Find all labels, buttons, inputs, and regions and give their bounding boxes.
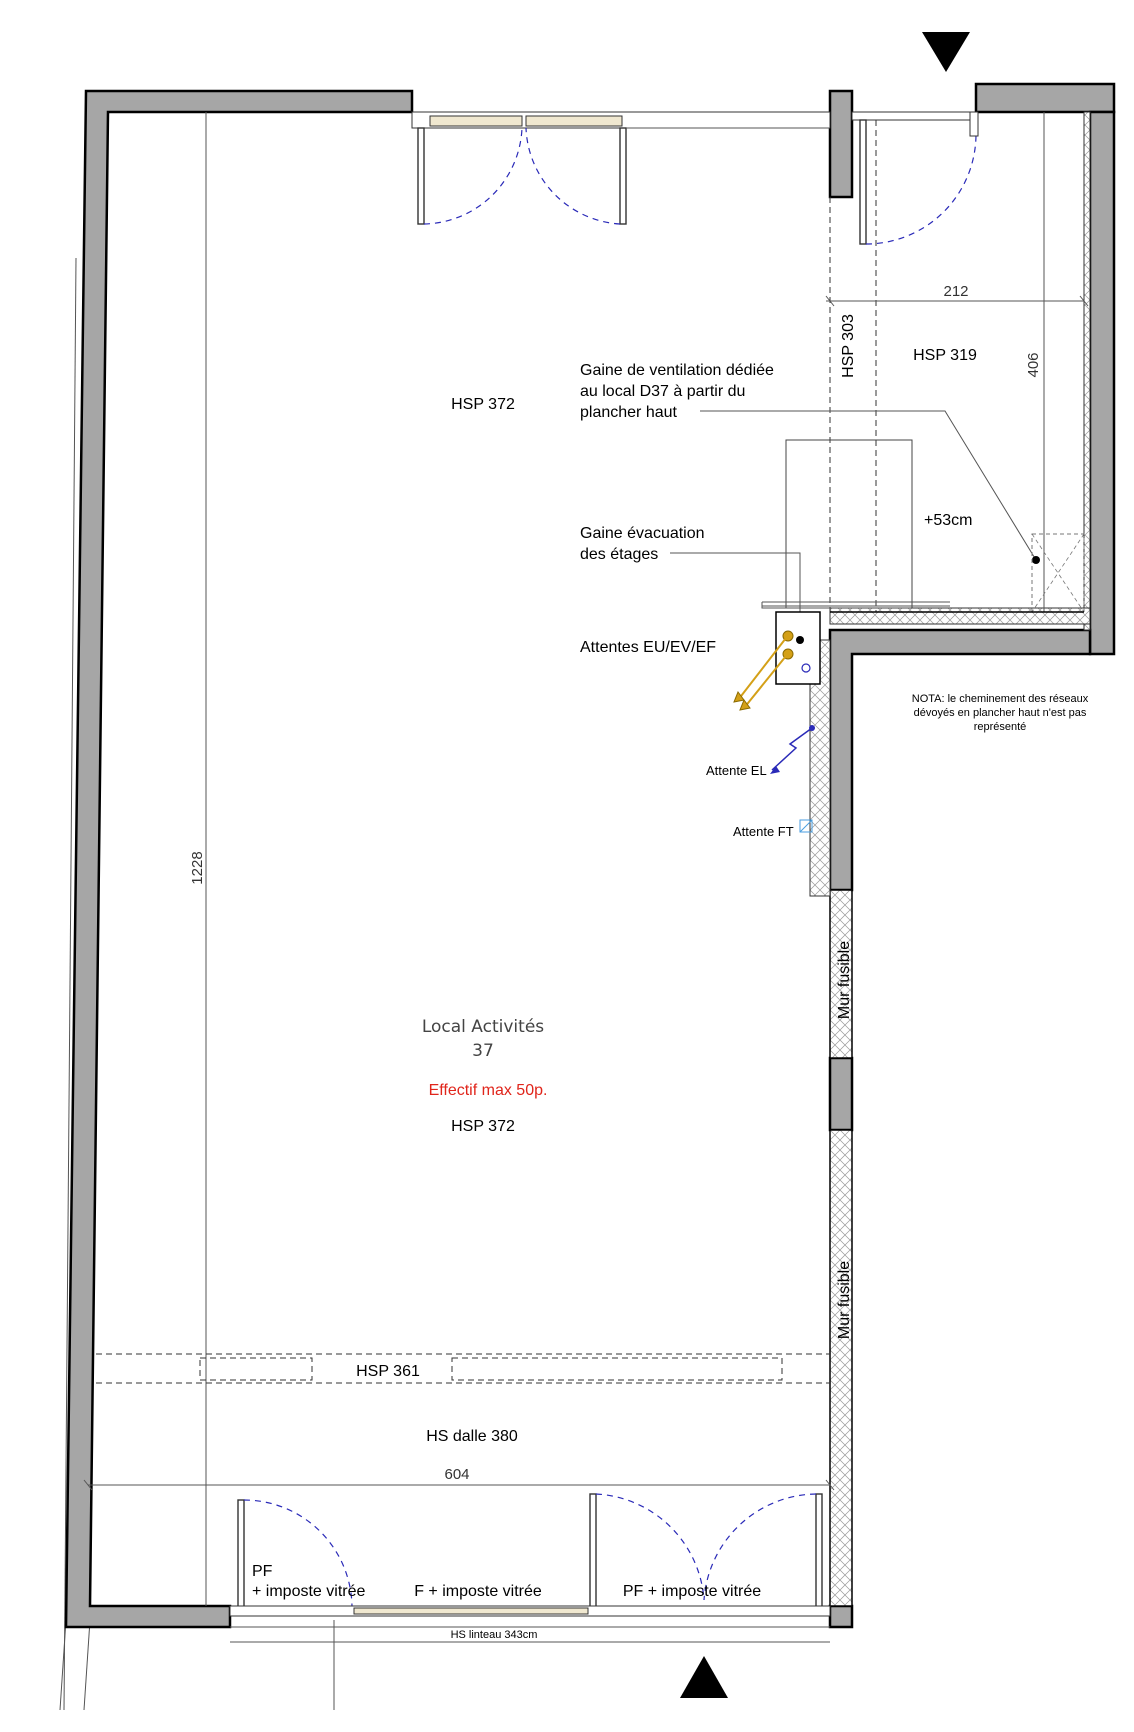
effectif-label: Effectif max 50p. [428,1082,548,1099]
mur-fusible-wall-2 [830,1130,852,1606]
fittings-box [776,612,820,684]
plus-53-label: +53cm [924,512,973,529]
door-leaf-top-right[interactable] [620,128,626,224]
pf-label-line2: + imposte vitrée [252,1583,366,1600]
nota-line2: dévoyés en plancher haut n'est pas [913,707,1087,719]
hsp-main-label: HSP 372 [451,1118,515,1135]
wall-left [66,91,412,1627]
hsp-top-label: HSP 372 [451,396,515,413]
entrance-arrow-top [922,32,970,72]
door-leaf-entrance[interactable] [860,120,866,244]
shaft-box [786,440,912,608]
wall-inner-corner [830,630,1090,890]
hsp-303-label: HSP 303 [840,314,857,378]
entrance-arrow-bottom [680,1656,728,1698]
door-leaf-pf-right-2[interactable] [816,1494,822,1608]
hsp-361-label: HSP 361 [356,1363,420,1380]
wall-right [1090,112,1114,654]
door-leaf-pf-right-1[interactable] [590,1494,596,1608]
room-name: Local Activités [421,1017,545,1037]
pf-label-line1: PF [252,1563,273,1580]
electric-symbol [772,728,812,770]
hsp-319-label: HSP 319 [913,347,977,364]
dimension-1228: 1228 [189,851,206,885]
door-leaf-pf-left[interactable] [238,1500,244,1608]
wall-top-right [976,84,1114,112]
wall-segment-bottom [830,1606,852,1627]
gaine-ventilation-line3: plancher haut [580,404,677,421]
dimension-406: 406 [1025,352,1042,378]
dimension-604: 604 [444,1466,470,1483]
gaine-evacuation-line2: des étages [580,546,659,563]
gaine-ventilation-line2: au local D37 à partir du [580,383,746,400]
attentes-eu-label: Attentes EU/EV/EF [580,639,717,656]
gaine-evacuation-line1: Gaine évacuation [580,525,705,542]
hs-dalle-label: HS dalle 380 [426,1428,518,1445]
pf-imposte-label: PF + imposte vitrée [622,1583,762,1600]
nota-line3: représenté [973,721,1027,733]
nota-line1: NOTA: le cheminement des réseaux [911,693,1089,705]
leader-evacuation [670,553,800,612]
mur-fusible-label-1: Mur fusible [836,940,853,1020]
dimension-212: 212 [943,283,969,300]
room-number: 37 [472,1041,494,1061]
door-leaf-top-left[interactable] [418,128,424,224]
attente-ft-label: Attente FT [733,824,794,839]
gaine-ventilation-line1: Gaine de ventilation dédiée [580,362,774,379]
wall-segment-mid [830,1058,852,1130]
mur-fusible-label-2: Mur fusible [836,1260,853,1340]
attente-el-label: Attente EL [706,763,767,778]
leader-ventilation [700,411,1036,560]
f-imposte-label: F + imposte vitrée [414,1583,542,1600]
hs-linteau-label: HS linteau 343cm [450,1629,538,1641]
wall-pillar-top [830,91,852,197]
